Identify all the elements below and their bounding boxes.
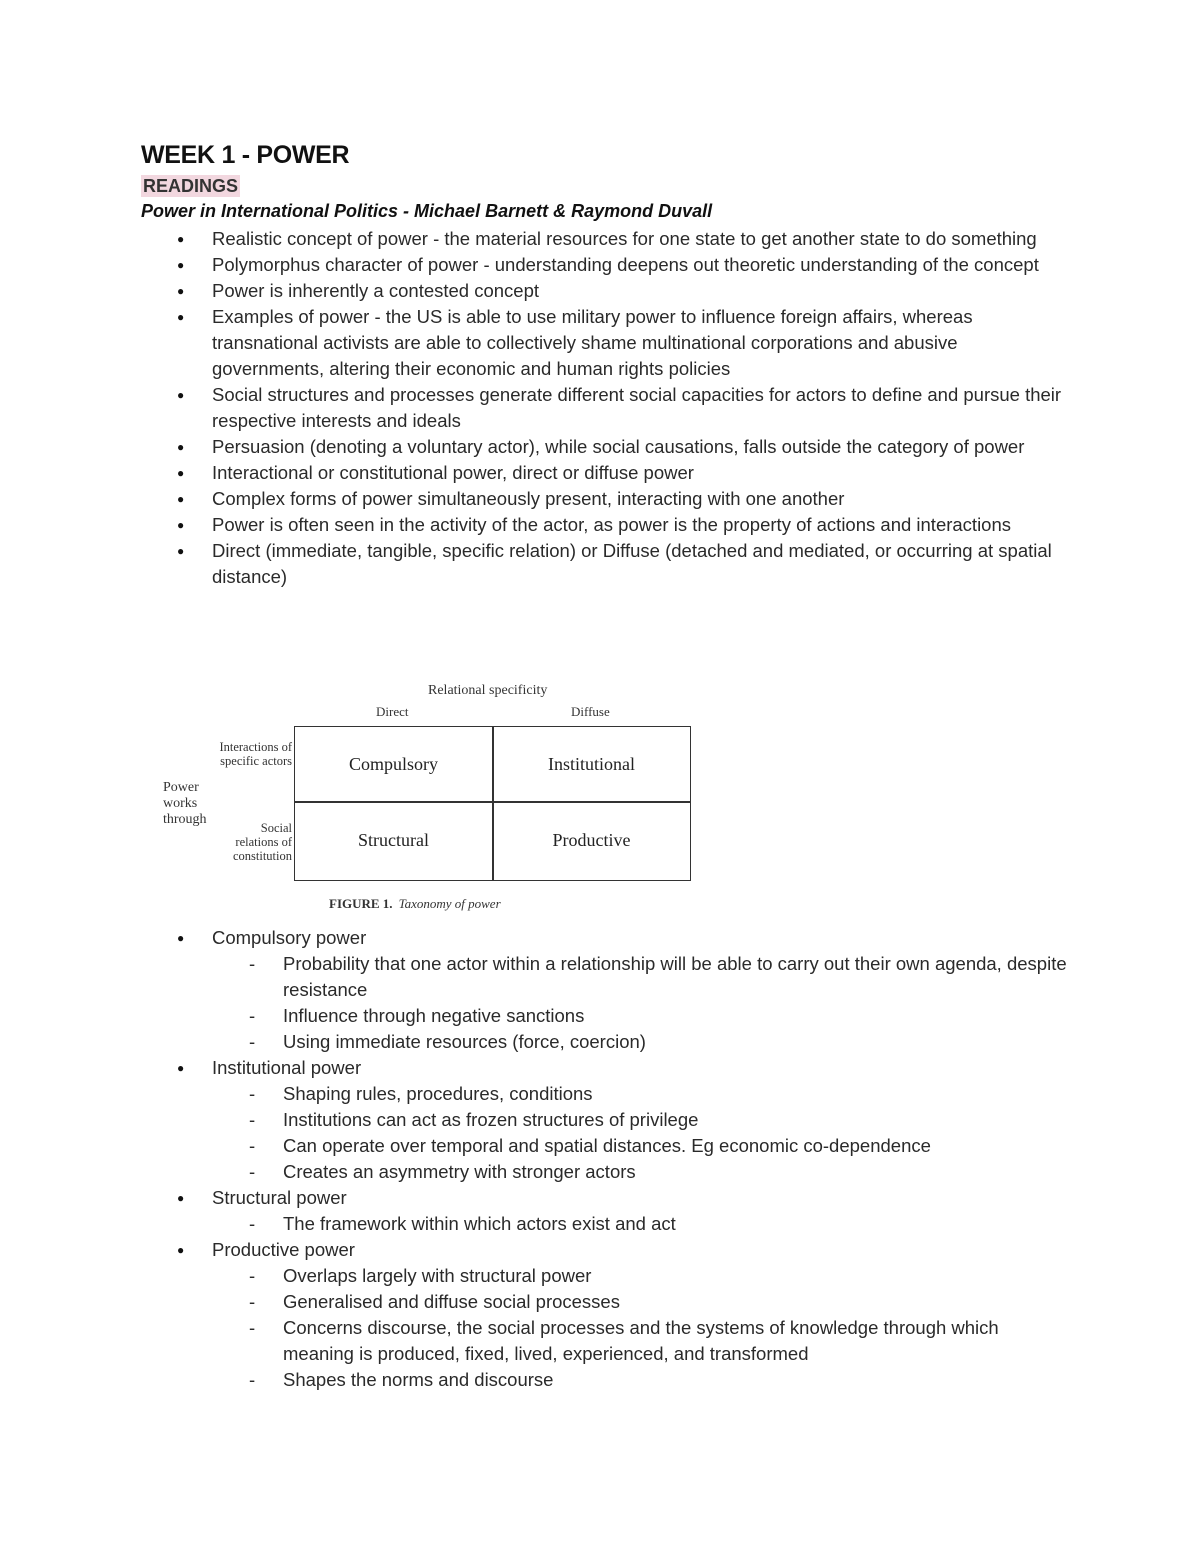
sub-list-item: - Using immediate resources (force, coercion) — [141, 1029, 1071, 1055]
list-item: ● Examples of power - the US is able to use military power to influence foreign affairs, whereas transnational activists are able to collectively shame multinational corporations and abusive governments, altering their economic and human rights policies — [141, 304, 1071, 382]
figure-side-label: Power works through — [163, 780, 207, 827]
list-item: ● Interactional or constitutional power, direct or diffuse power — [141, 460, 1071, 486]
sub-list-item: - Shapes the norms and discourse — [141, 1367, 1071, 1393]
list-item: ● Complex forms of power simultaneously present, interacting with one another — [141, 486, 1071, 512]
power-types-list — [141, 925, 1071, 1393]
figure-caption — [329, 896, 501, 912]
list-item — [141, 1185, 1071, 1237]
taxonomy-grid — [294, 726, 691, 881]
sub-list-item: - Concerns discourse, the social processes and the systems of knowledge through which meaning is produced, fixed, lived, experienced, and transformed — [141, 1315, 1071, 1367]
reading-notes-list — [141, 226, 1071, 590]
figure-row-label: Interactions of specific actors — [219, 740, 292, 768]
sub-list — [212, 1081, 1071, 1185]
sub-list — [212, 1211, 1071, 1237]
list-item — [141, 1237, 1071, 1393]
page-title: WEEK 1 - POWER — [141, 141, 350, 169]
list-item: ● Power is often seen in the activity of the actor, as power is the property of actions and interactions — [141, 512, 1071, 538]
grid-cell-institutional: Institutional — [548, 753, 635, 774]
figure-caption-number: FIGURE 1. — [329, 896, 393, 911]
list-item: ● Polymorphus character of power - understanding deepens out theoretic understanding of the concept — [141, 252, 1071, 278]
power-type-label: Compulsory power — [212, 927, 367, 948]
power-type-label: Productive power — [212, 1239, 355, 1260]
figure-top-label: Relational specificity — [428, 683, 548, 698]
sub-list — [212, 1263, 1071, 1393]
sub-list-item: - The framework within which actors exist and act — [141, 1211, 1071, 1237]
power-type-label: Institutional power — [212, 1057, 362, 1078]
sub-list — [212, 951, 1071, 1055]
figure-caption-text: Taxonomy of power — [398, 896, 501, 911]
figure-column-label: Direct — [376, 704, 409, 719]
list-item: ● Realistic concept of power - the material resources for one state to get another state to do something — [141, 226, 1071, 252]
list-item — [141, 1055, 1071, 1185]
power-type-label: Structural power — [212, 1187, 347, 1208]
sub-list-item: - Creates an asymmetry with stronger actors — [141, 1159, 1071, 1185]
sub-list-item: - Overlaps largely with structural power — [141, 1263, 1071, 1289]
sub-list-item: - Influence through negative sanctions — [141, 1003, 1071, 1029]
sub-list-item: - Can operate over temporal and spatial distances. Eg economic co-dependence — [141, 1133, 1071, 1159]
list-item: ● Direct (immediate, tangible, specific relation) or Diffuse (detached and mediated, or occurring at spatial distance) — [141, 538, 1071, 590]
sub-list-item: - Generalised and diffuse social processes — [141, 1289, 1071, 1315]
list-item — [141, 925, 1071, 1055]
list-item: ● Persuasion (denoting a voluntary actor), while social causations, falls outside the category of power — [141, 434, 1071, 460]
grid-cell-structural: Structural — [358, 829, 429, 850]
figure-column-label: Diffuse — [571, 704, 610, 719]
figure-row-label: Social relations of constitution — [232, 821, 292, 863]
sub-list-item: - Shaping rules, procedures, conditions — [141, 1081, 1071, 1107]
list-item: ● Social structures and processes generate different social capacities for actors to define and pursue their respective interests and ideals — [141, 382, 1071, 434]
grid-cell-productive: Productive — [552, 829, 631, 850]
grid-cell-compulsory: Compulsory — [348, 753, 438, 774]
reading-source: Power in International Politics - Michael Barnett & Raymond Duvall — [141, 201, 713, 221]
list-item: ● Power is inherently a contested concept — [141, 278, 1071, 304]
sub-list-item: - Institutions can act as frozen structures of privilege — [141, 1107, 1071, 1133]
section-label: READINGS — [143, 176, 239, 196]
sub-list-item: - Probability that one actor within a relationship will be able to carry out their own agenda, despite resistance — [141, 951, 1071, 1003]
